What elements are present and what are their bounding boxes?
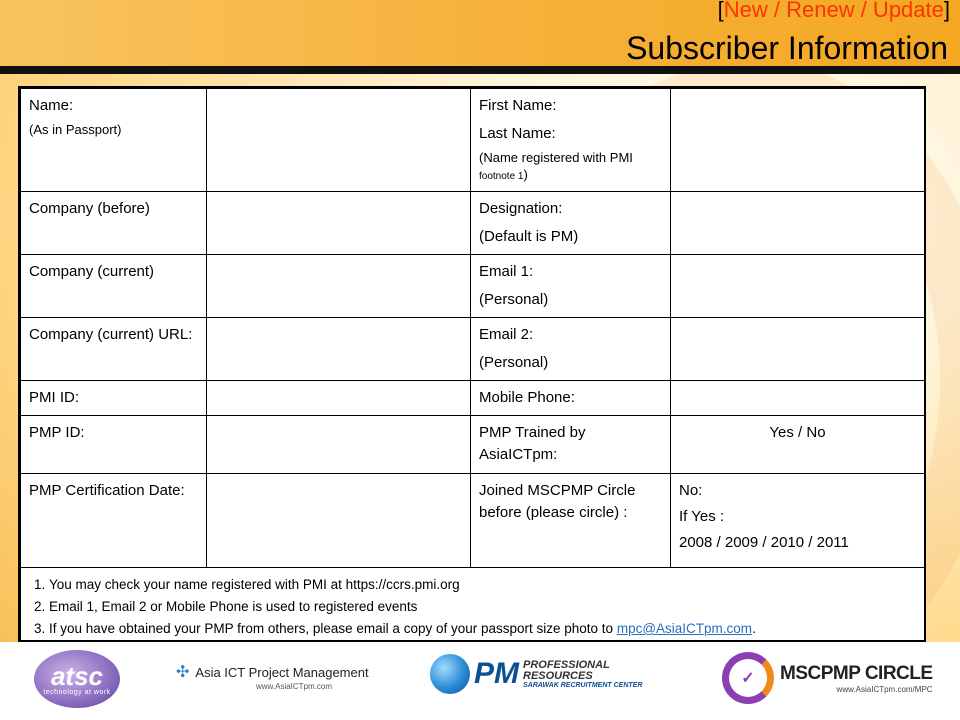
field-label-pmp-id: PMP ID: [21,416,207,474]
email-link[interactable]: mpc@AsiaICTpm.com [616,621,753,636]
subscriber-table [20,88,925,644]
header-banner [0,0,960,66]
header-divider [0,66,960,74]
field-label-company-before: Company (before) [21,192,207,255]
atsc-logo: atsc technology at work [34,650,120,708]
table-row [21,318,925,381]
field-label-pmp-trained: PMP Trained by AsiaICTpm: [471,416,671,474]
table-row [21,474,925,568]
first-last-name-input[interactable] [671,89,925,192]
pm-resources-logo: PM PROFESSIONAL RESOURCES SARAWAK RECRUITMENT CENTER [430,654,642,694]
pmp-cert-date-input[interactable] [207,474,471,568]
mscpmp-swoosh-icon: ✓ [722,652,774,704]
asia-ict-icon: ✣ [176,664,190,681]
company-before-input[interactable] [207,192,471,255]
field-label-company-current: Company (current) [21,255,207,318]
mobile-phone-input[interactable] [671,381,925,416]
pmp-trained-choice[interactable]: Yes / No [671,416,925,474]
field-label-email1: Email 1: (Personal) [471,255,671,318]
field-label-first-last-name: First Name: Last Name: (Name registered with PMI footnote 1) [471,89,671,192]
page-title: Subscriber Information [626,30,948,66]
mscpmp-circle-logo: ✓ MSCPMP CIRCLE www.AsiaICTpm.com/MPC [722,652,933,704]
field-label-email2: Email 2: (Personal) [471,318,671,381]
field-label-company-url: Company (current) URL: [21,318,207,381]
table-row [21,255,925,318]
field-label-joined-mscpmp: Joined MSCPMP Circle before (please circle) : [471,474,671,568]
tagline-text: New / Renew / Update [723,0,944,22]
table-row [21,416,925,474]
field-label-name: Name: (As in Passport) [21,89,207,192]
field-label-designation: Designation: (Default is PM) [471,192,671,255]
company-url-input[interactable] [207,318,471,381]
footnote-item: 3. If you have obtained your PMP from others, please email a copy of your passport size photo to mpc@AsiaICTpm.com. [49,618,914,640]
field-label-pmi-id: PMI ID: [21,381,207,416]
company-current-input[interactable] [207,255,471,318]
table-row [21,89,925,192]
field-label-pmp-cert-date: PMP Certification Date: [21,474,207,568]
globe-icon [430,654,470,694]
pmi-id-input[interactable] [207,381,471,416]
pmp-id-input[interactable] [207,416,471,474]
status-tagline: [New / Renew / Update] [718,0,950,23]
field-label-mobile-phone: Mobile Phone: [471,381,671,416]
footnote-item: 2. Email 1, Email 2 or Mobile Phone is used to registered events [49,596,914,618]
email2-input[interactable] [671,318,925,381]
joined-mscpmp-choice[interactable]: No: If Yes : 2008 / 2009 / 2010 / 2011 [671,474,925,568]
footer-logos [0,642,960,720]
asia-ict-logo: ✣ Asia ICT Project Management www.AsiaICTpm.com [176,664,369,691]
subscriber-form [18,86,926,642]
designation-input[interactable] [671,192,925,255]
email1-input[interactable] [671,255,925,318]
footnotes-row [21,568,925,645]
table-row [21,381,925,416]
footnote-item: 1. You may check your name registered with PMI at https://ccrs.pmi.org [49,574,914,596]
table-row [21,192,925,255]
name-input[interactable] [207,89,471,192]
footnotes [21,568,925,645]
